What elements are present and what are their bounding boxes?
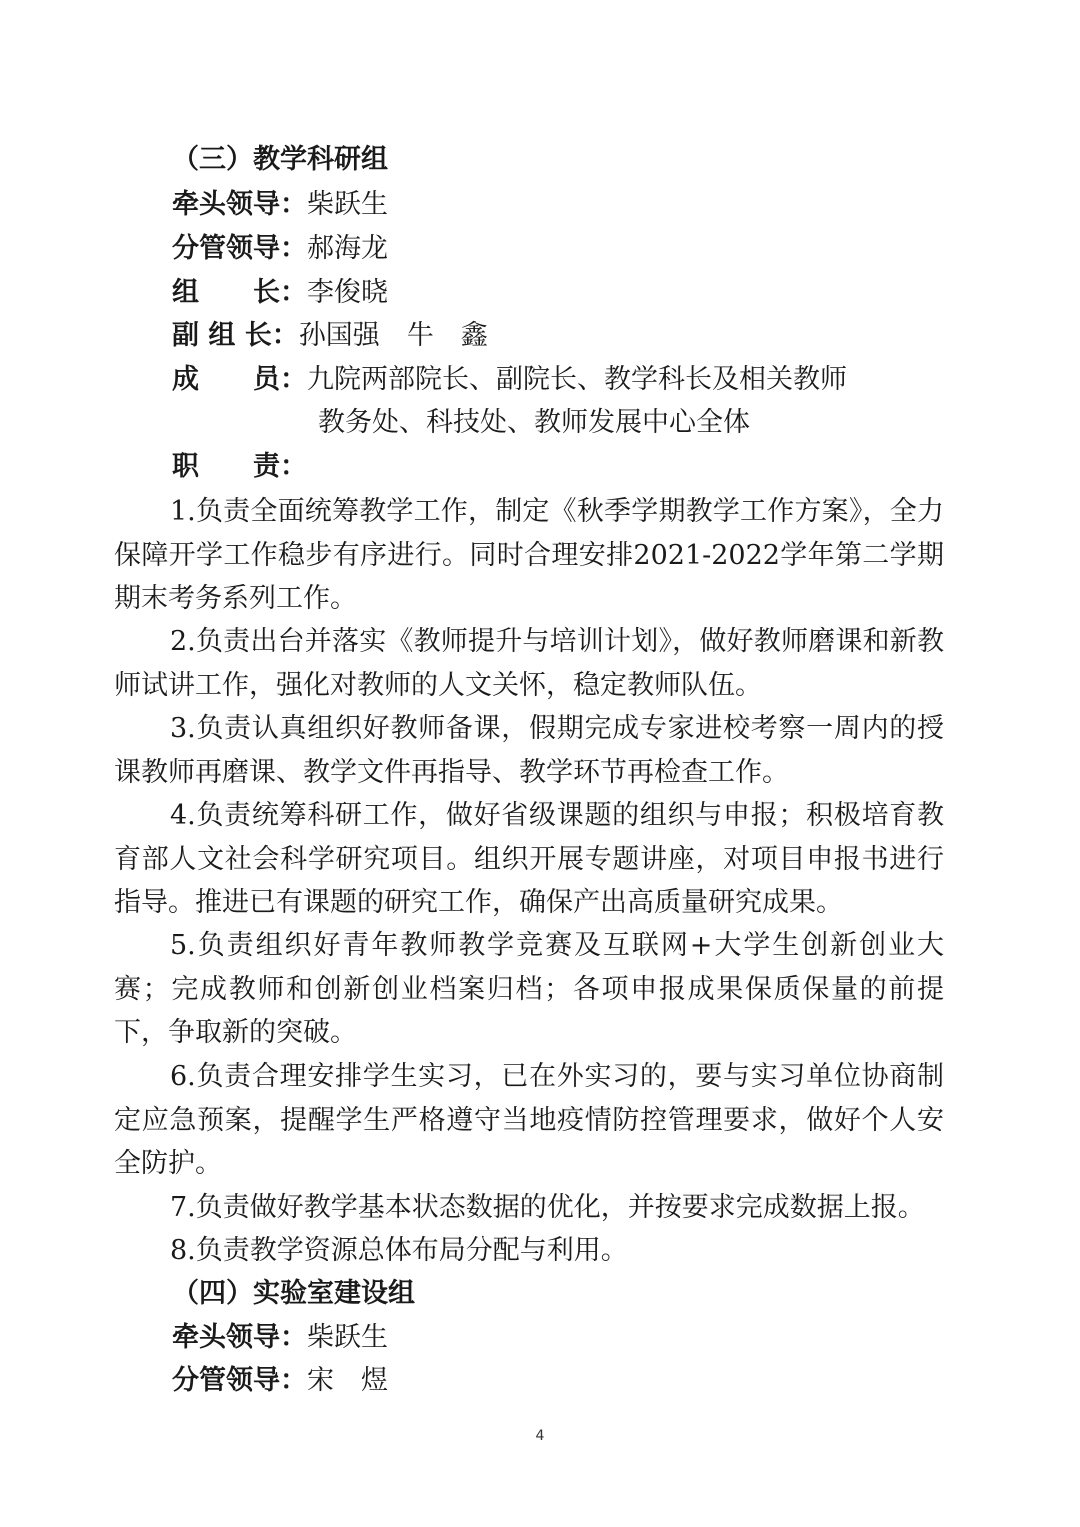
lead-label: 牵头领导： [172,1322,307,1353]
members-line1: 九院两部院长、副院长、教学科长及相关教师 [307,364,847,395]
lead-row [172,185,388,225]
manager-row [172,229,388,269]
members-row [172,360,847,400]
section-heading: （四）实验室建设组 [172,1278,415,1309]
duty-item: 8.负责教学资源总体布局分配与利用。 [170,1235,628,1266]
deputy-row [172,316,488,356]
lead-row [172,1318,388,1358]
duty-item: 1.负责全面统筹教学工作，制定《秋季学期教学工作方案》，全力保障开学工作稳步有序进行。同时合理安排2021-2022学年第二学期期末考务系列工作。 [114,496,944,614]
duties-label: 职 责： [172,451,307,482]
lead-value: 柴跃生 [307,1322,388,1353]
lead-value: 柴跃生 [307,189,388,220]
duty-item: 3.负责认真组织好教师备课，假期完成专家进校考察一周内的授课教师再磨课、教学文件再指导、教学环节再检查工作。 [114,713,944,788]
duty-item: 7.负责做好教学基本状态数据的优化，并按要求完成数据上报。 [170,1192,925,1223]
manager-label: 分管领导： [172,1365,307,1396]
manager-label: 分管领导： [172,233,307,264]
leader-label: 组 长： [172,277,307,308]
leader-row [172,273,388,313]
lead-label: 牵头领导： [172,189,307,220]
duty-item: 2.负责出台并落实《教师提升与培训计划》，做好教师磨课和新教师试讲工作，强化对教师的人文关怀，稳定教师队伍。 [114,626,944,701]
members-line2: 教务处、科技处、教师发展中心全体 [318,407,750,438]
manager-value: 宋 煜 [307,1365,388,1396]
section-heading: （三）教学科研组 [172,144,388,175]
duty-item: 4.负责统筹科研工作，做好省级课题的组织与申报；积极培育教育部人文社会科学研究项目。组织开展专题讲座，对项目申报书进行指导。推进已有课题的研究工作，确保产出高质量研究成果。 [114,800,944,918]
deputy-label: 副 组 长： [172,320,299,351]
leader-value: 李俊晓 [307,277,388,308]
manager-row [172,1361,388,1401]
members-label: 成 员： [172,364,307,395]
deputy-value: 孙国强 牛 鑫 [298,320,488,351]
page-number: 4 [535,1428,545,1444]
manager-value: 郝海龙 [307,233,388,264]
duty-item: 6.负责合理安排学生实习，已在外实习的，要与实习单位协商制定应急预案，提醒学生严格遵守当地疫情防控管理要求，做好个人安全防护。 [114,1061,944,1179]
duty-item: 5.负责组织好青年教师教学竞赛及互联网+大学生创新创业大赛；完成教师和创新创业档案归档；各项申报成果保质保量的前提下，争取新的突破。 [114,930,944,1048]
